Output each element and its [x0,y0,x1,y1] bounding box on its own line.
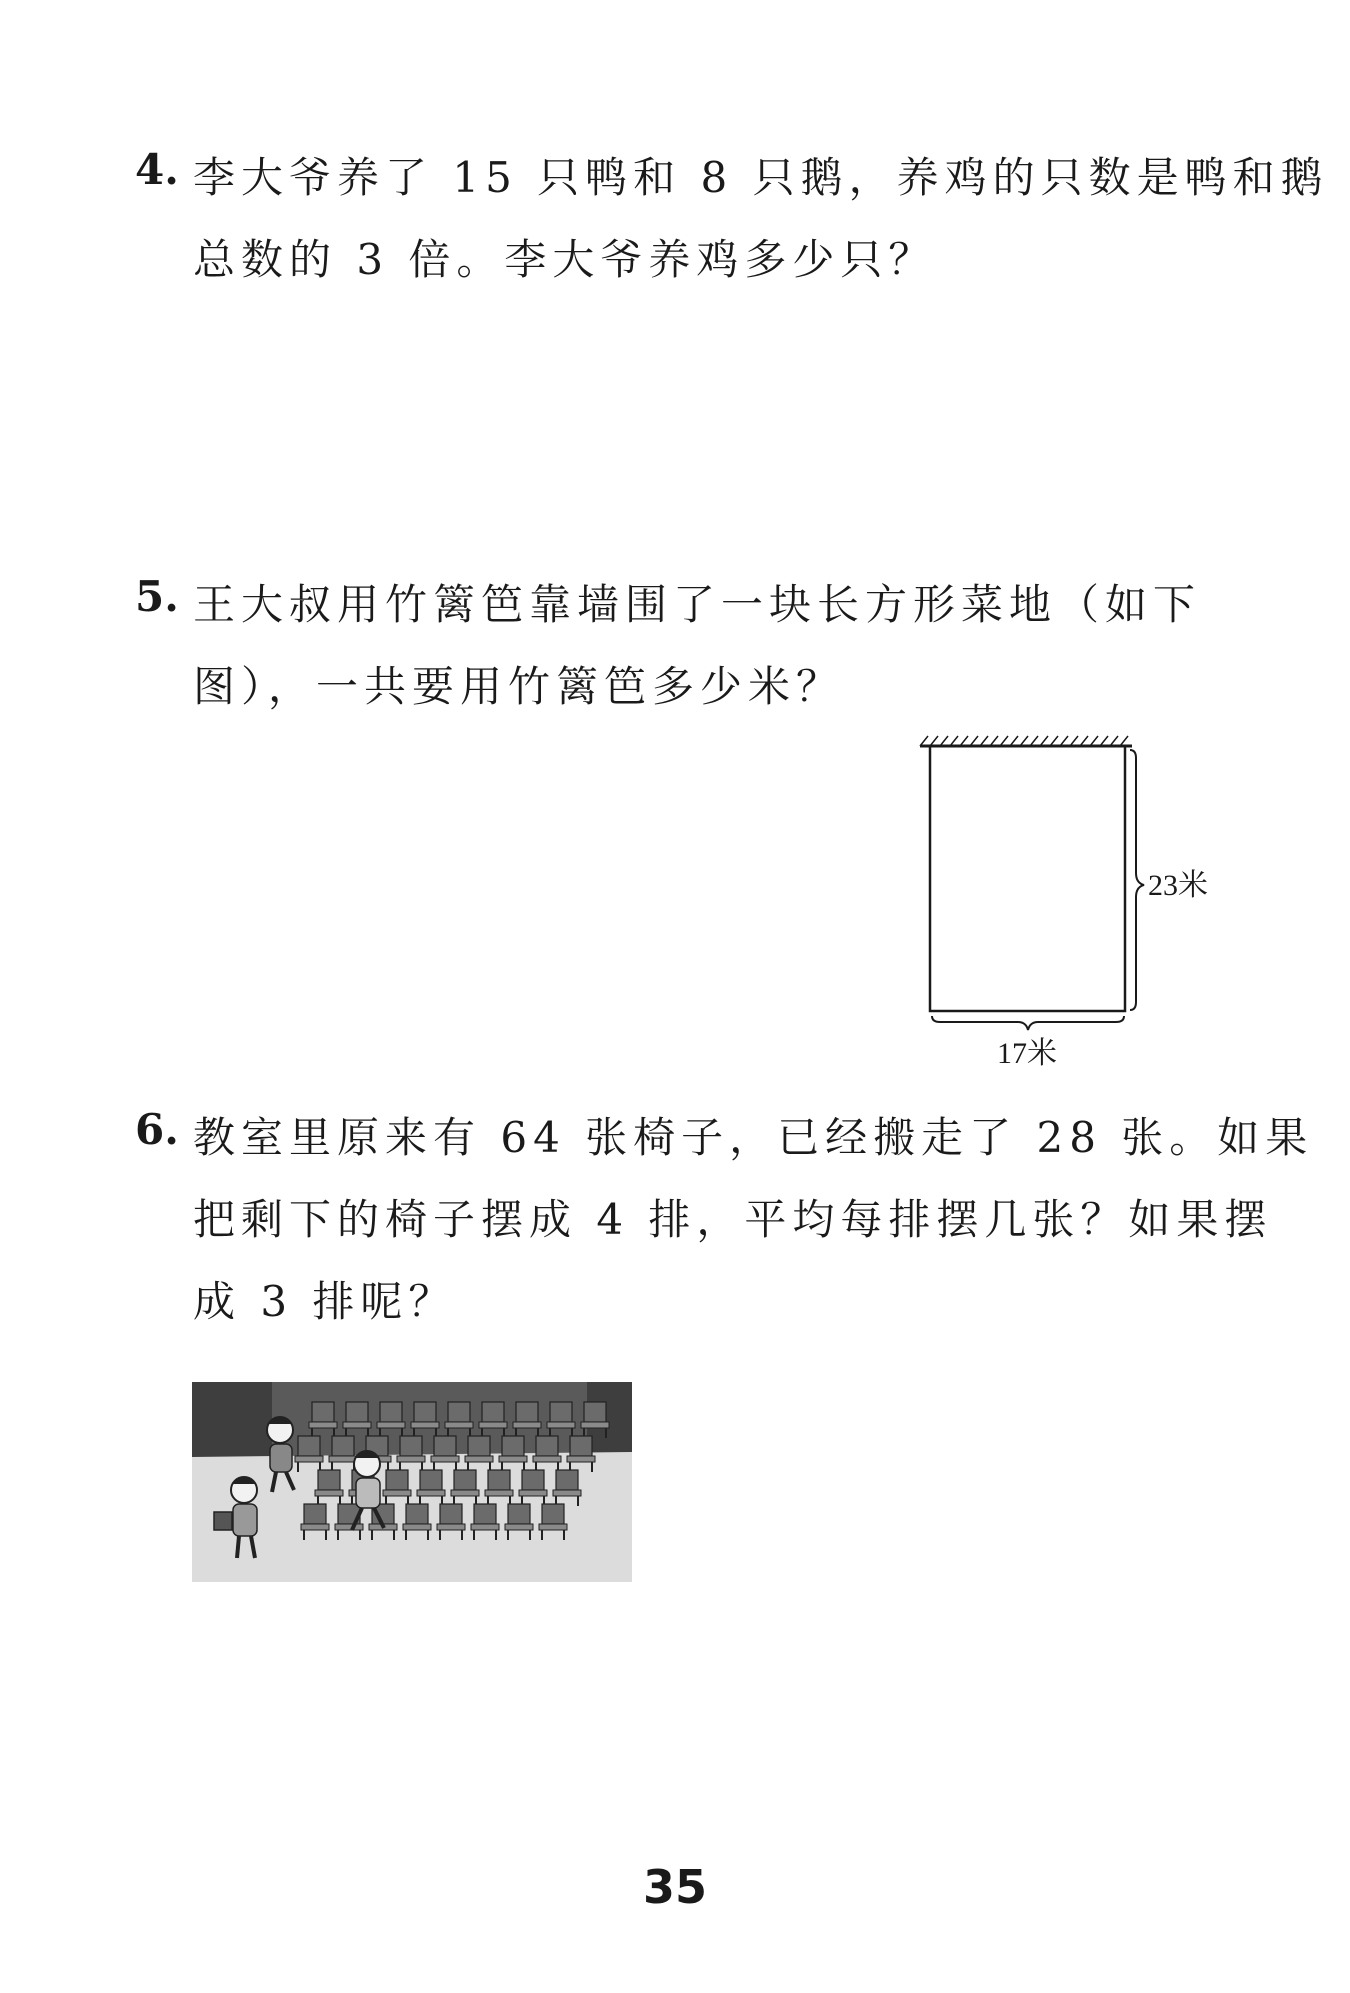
page-number: 35 [642,1860,707,1914]
width-label: 17米 [997,1037,1057,1070]
height-label: 23米 [1148,869,1208,902]
problem-number: 6. [135,1105,179,1154]
problem-text-line: 成 3 排呢？ [193,1277,457,1326]
problem-text-line: 总数的 3 倍。李大爷养鸡多少只？ [193,235,937,284]
problem-text-line: 把剩下的椅子摆成 4 排，平均每排摆几张？如果摆 [193,1195,1273,1244]
fence-outline [930,746,1125,1011]
height-brace [1130,750,1144,1010]
wall-hatching [920,736,1132,746]
problem-text-line: 图），一共要用竹篱笆多少米？ [193,662,845,711]
problem-number: 5. [135,572,179,621]
classroom-chairs-illustration [192,1382,632,1582]
problem-text-line: 教室里原来有 64 张椅子，已经搬走了 28 张。如果 [193,1113,1314,1162]
width-brace [932,1016,1124,1030]
problem-text-line: 李大爷养了 15 只鸭和 8 只鹅，养鸡的只数是鸭和鹅 [193,153,1329,202]
vegetable-plot-diagram [900,728,1240,1078]
problem-number: 4. [135,145,179,194]
problem-text-line: 王大叔用竹篱笆靠墙围了一块长方形菜地（如下 [193,580,1202,629]
